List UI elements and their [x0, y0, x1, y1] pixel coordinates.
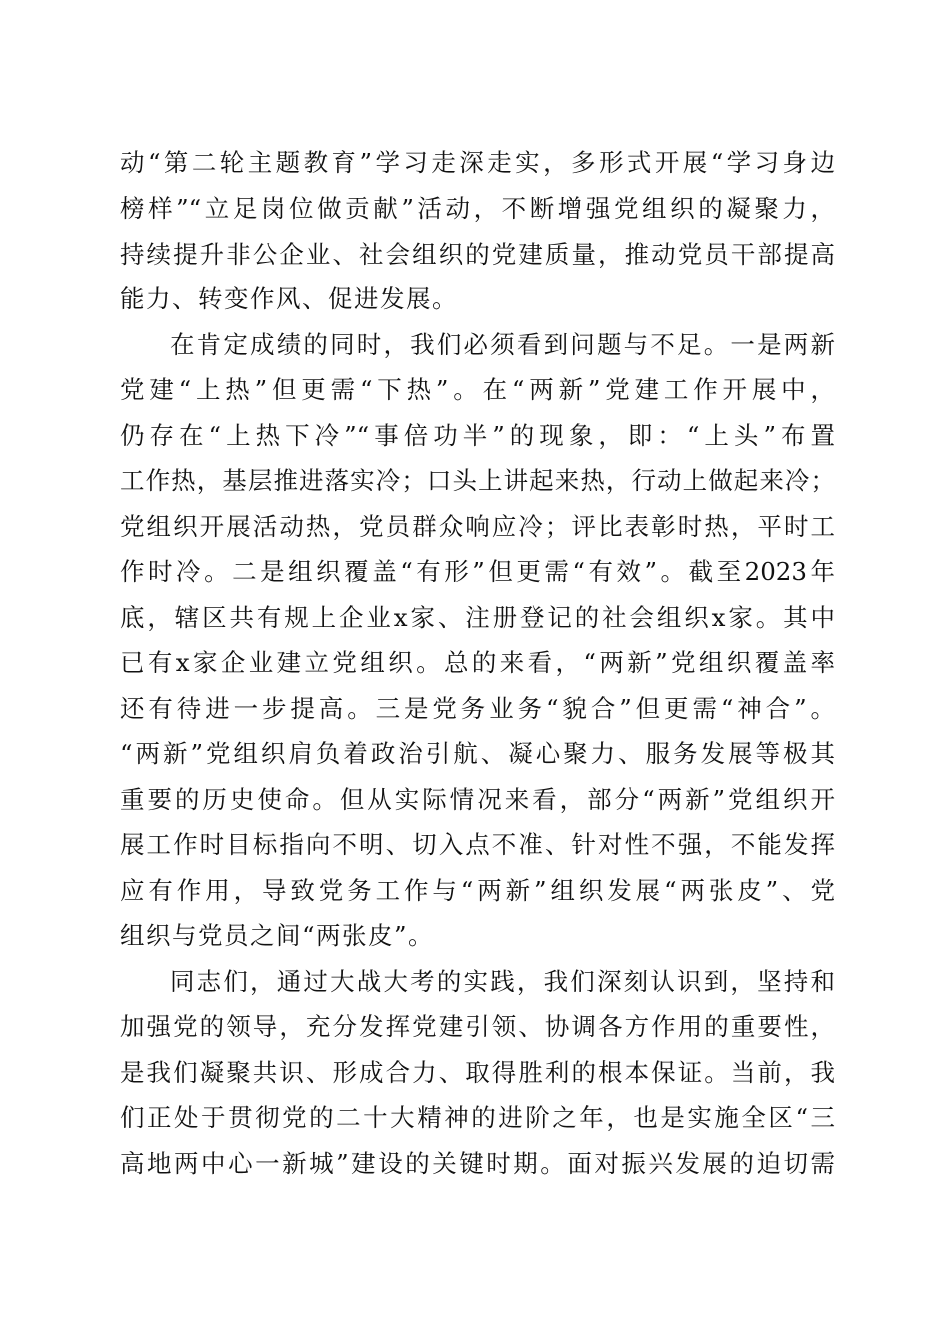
text-line: 是我们凝聚共识、形成合力、取得胜利的根本保证。当前，我 [120, 1058, 835, 1087]
text-line: “两新”党组织肩负着政治引航、凝心聚力、服务发展等极其 [120, 739, 835, 768]
text-line: 已有x家企业建立党组织。总的来看，“两新”党组织覆盖率 [120, 648, 835, 677]
text-line: 展工作时目标指向不明、切入点不准、针对性不强，不能发挥 [120, 830, 835, 859]
text-line: 党建“上热”但更需“下热”。在“两新”党建工作开展中， [120, 375, 835, 404]
text-line: 加强党的领导，充分发挥党建引领、协调各方作用的重要性， [120, 1012, 835, 1041]
text-line: 应有作用，导致党务工作与“两新”组织发展“两张皮”、党 [120, 876, 835, 905]
text-line: 底，辖区共有规上企业x家、注册登记的社会组织x家。其中 [120, 603, 835, 632]
text-line: 能力、转变作风、促进发展。 [120, 284, 458, 313]
text-line: 党组织开展活动热，党员群众响应冷；评比表彰时热，平时工 [120, 512, 835, 541]
text-line: 组织与党员之间“两张皮”。 [120, 921, 435, 950]
text-line: 重要的历史使命。但从实际情况来看，部分“两新”党组织开 [120, 785, 835, 814]
text-line: 们正处于贯彻党的二十大精神的进阶之年，也是实施全区“三 [120, 1103, 835, 1132]
text-line: 还有待进一步提高。三是党务业务“貌合”但更需“神合”。 [120, 694, 835, 723]
text-line: 高地两中心一新城”建设的关键时期。面对振兴发展的迫切需 [120, 1149, 835, 1178]
paragraph-first-line: 同志们，通过大战大考的实践，我们深刻认识到，坚持和 [170, 967, 835, 996]
text-line: 动“第二轮主题教育”学习走深走实，多形式开展“学习身边 [120, 148, 835, 177]
text-line: 榜样”“立足岗位做贡献”活动，不断增强党组织的凝聚力， [120, 194, 835, 223]
text-line: 仍存在“上热下冷”“事倍功半”的现象，即：“上头”布置 [120, 421, 835, 450]
text-line: 持续提升非公企业、社会组织的党建质量，推动党员干部提高 [120, 240, 835, 269]
text-line: 工作热，基层推进落实冷；口头上讲起来热，行动上做起来冷； [120, 466, 835, 495]
paragraph-first-line: 在肯定成绩的同时，我们必须看到问题与不足。一是两新 [170, 330, 835, 359]
text-line: 作时冷。二是组织覆盖“有形”但更需“有效”。截至2023年 [120, 557, 835, 586]
